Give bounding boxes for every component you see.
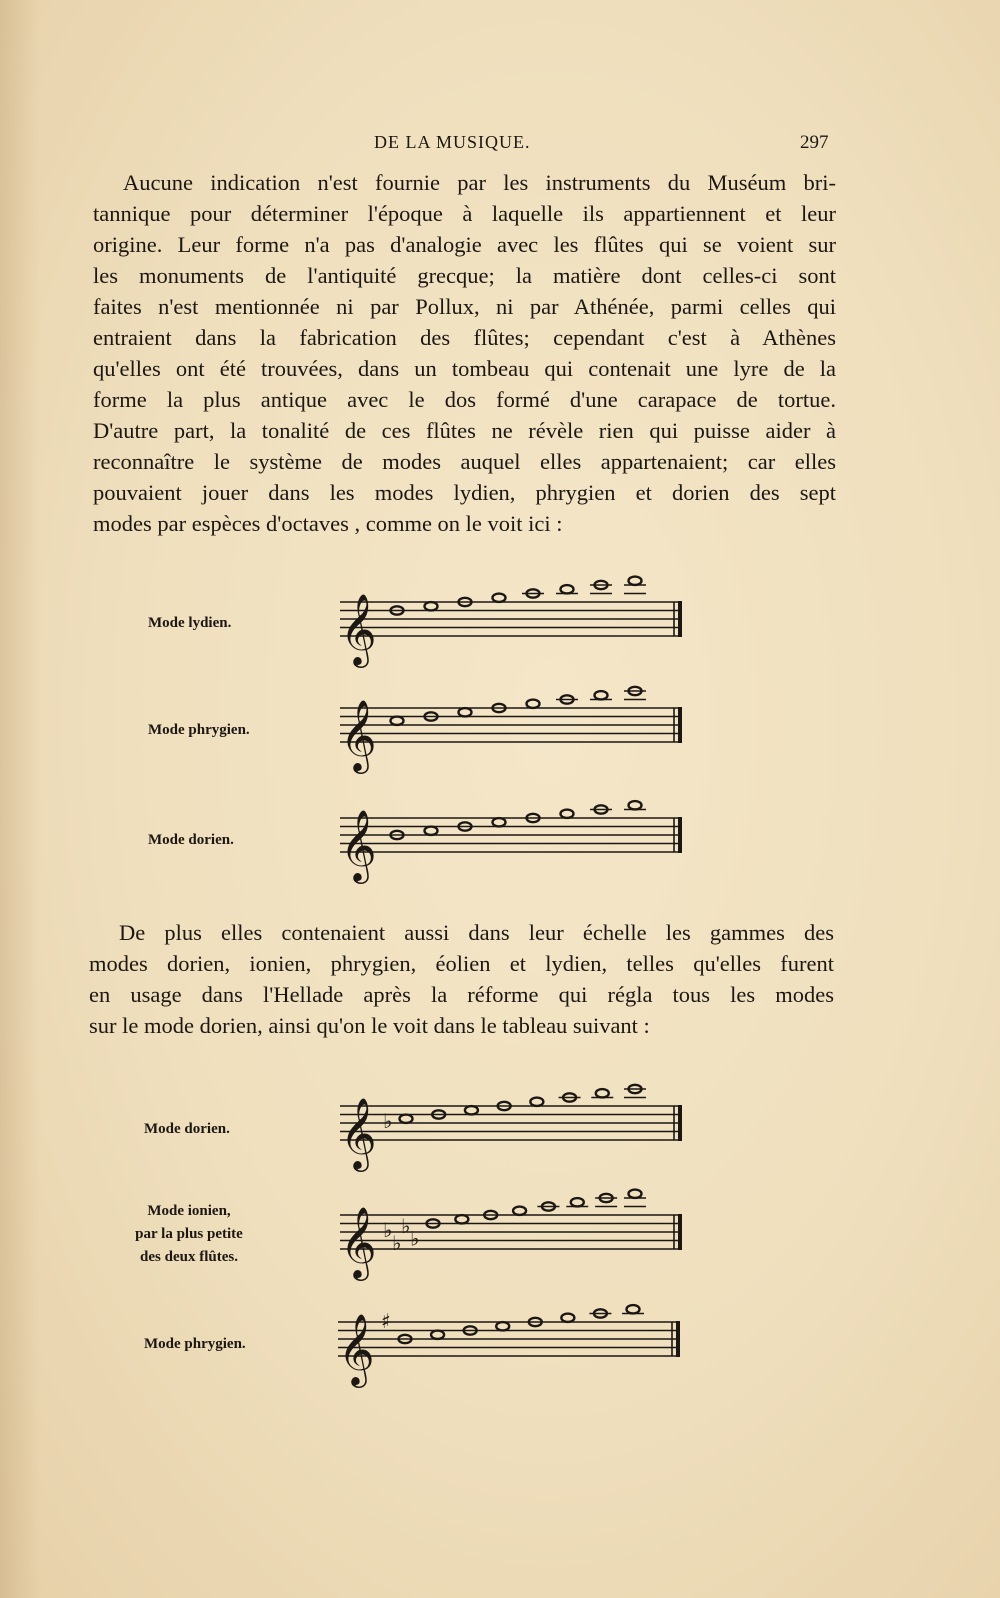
staff-dorien (335, 786, 705, 891)
mode-label-lydien: Mode lydien. (148, 615, 232, 631)
text-line: forme la plus antique avec le dos formé d'une carapace de tortue. (93, 387, 836, 412)
whole-note (391, 717, 404, 725)
staff-phrygien-2 (333, 1290, 703, 1395)
mode-label-phrygien: Mode phrygien. (148, 722, 250, 738)
treble-clef-icon: 𝄞 (340, 592, 377, 665)
mode-label-dorien: Mode dorien. (148, 832, 234, 848)
text-line: origine. Leur forme n'a pas d'analogie avec les flûtes qui se voient sur (93, 232, 836, 257)
flat-icon: ♭ (401, 1213, 411, 1238)
flat-icon: ♭ (383, 1218, 393, 1242)
text-line: en usage dans l'Hellade après la réforme qui régla tous les modes (89, 982, 834, 1007)
whole-note (513, 1207, 526, 1215)
text-line: Aucune indication n'est fournie par les instruments du Muséum bri- (123, 170, 836, 195)
whole-note (595, 691, 608, 699)
whole-note (425, 827, 438, 835)
whole-note (629, 1190, 642, 1198)
mode-label-dorien-2: Mode dorien. (144, 1121, 230, 1137)
whole-note (629, 577, 642, 585)
text-line: qu'elles ont été trouvées, dans un tombeau qui contenait une lyre de la (93, 356, 836, 381)
whole-note (459, 708, 472, 716)
treble-clef-icon: 𝄞 (338, 1312, 375, 1385)
staff-dorien-2 (335, 1074, 705, 1179)
sharp-icon: ♯ (381, 1309, 391, 1333)
text-line: entraient dans la fabrication des flûtes; cependant c'est à Athènes (93, 325, 836, 350)
paragraph-second (89, 917, 834, 1041)
staff-phrygien (335, 676, 705, 781)
mode-label-line: des deux flûtes. (140, 1249, 238, 1265)
mode-label-ionien (124, 1200, 254, 1269)
whole-note (493, 818, 506, 826)
whole-note (455, 1215, 468, 1223)
text-line: les monuments de l'antiquité grecque; la matière dont celles-ci sont (93, 263, 836, 288)
text-line: modes par espèces d'octaves , comme on le voit ici : (93, 511, 563, 536)
whole-note (425, 602, 438, 610)
whole-note (561, 585, 574, 593)
treble-clef-icon: 𝄞 (340, 698, 377, 771)
staff-lydien (335, 570, 705, 675)
whole-note (496, 1322, 509, 1330)
whole-note (596, 1089, 609, 1097)
whole-note (571, 1198, 584, 1206)
mode-label-line: Mode ionien, (147, 1203, 231, 1219)
whole-note (400, 1115, 413, 1123)
whole-note (561, 810, 574, 818)
staff-ionien (335, 1183, 705, 1288)
mode-label-phrygien-2: Mode phrygien. (144, 1336, 246, 1352)
text-line: pouvaient jouer dans les modes lydien, phrygien et dorien des sept (93, 480, 836, 505)
whole-note (627, 1305, 640, 1313)
treble-clef-icon: 𝄞 (340, 1096, 377, 1169)
text-line: faites n'est mentionnée ni par Pollux, ni par Athénée, parmi celles qui (93, 294, 836, 319)
mode-label-line: par la plus petite (135, 1226, 243, 1242)
whole-note (629, 801, 642, 809)
running-head: DE LA MUSIQUE. (374, 132, 531, 152)
flat-icon: ♭ (392, 1230, 402, 1255)
whole-note (527, 700, 540, 708)
treble-clef-icon: 𝄞 (340, 1205, 377, 1278)
text-line: De plus elles contenaient aussi dans leur échelle les gammes des (119, 920, 834, 945)
text-line: tannique pour déterminer l'époque à laquelle ils appartiennent et leur (93, 201, 836, 226)
text-line: modes dorien, ionien, phrygien, éolien et lydien, telles qu'elles furent (89, 951, 834, 976)
paragraph-intro (93, 167, 836, 539)
whole-note (465, 1106, 478, 1114)
whole-note (561, 1314, 574, 1322)
whole-note (431, 1331, 444, 1339)
flat-icon: ♭ (383, 1109, 393, 1133)
flat-icon: ♭ (410, 1226, 420, 1251)
text-line: D'autre part, la tonalité de ces flûtes ne révèle rien qui puisse aider à (93, 418, 836, 443)
text-line: sur le mode dorien, ainsi qu'on le voit dans le tableau suivant : (89, 1013, 650, 1038)
whole-note (493, 594, 506, 602)
treble-clef-icon: 𝄞 (340, 808, 377, 881)
whole-note (530, 1098, 543, 1106)
page-number: 297 (800, 132, 829, 153)
text-line: reconnaître le système de modes auquel elles appartenaient; car elles (93, 449, 836, 474)
